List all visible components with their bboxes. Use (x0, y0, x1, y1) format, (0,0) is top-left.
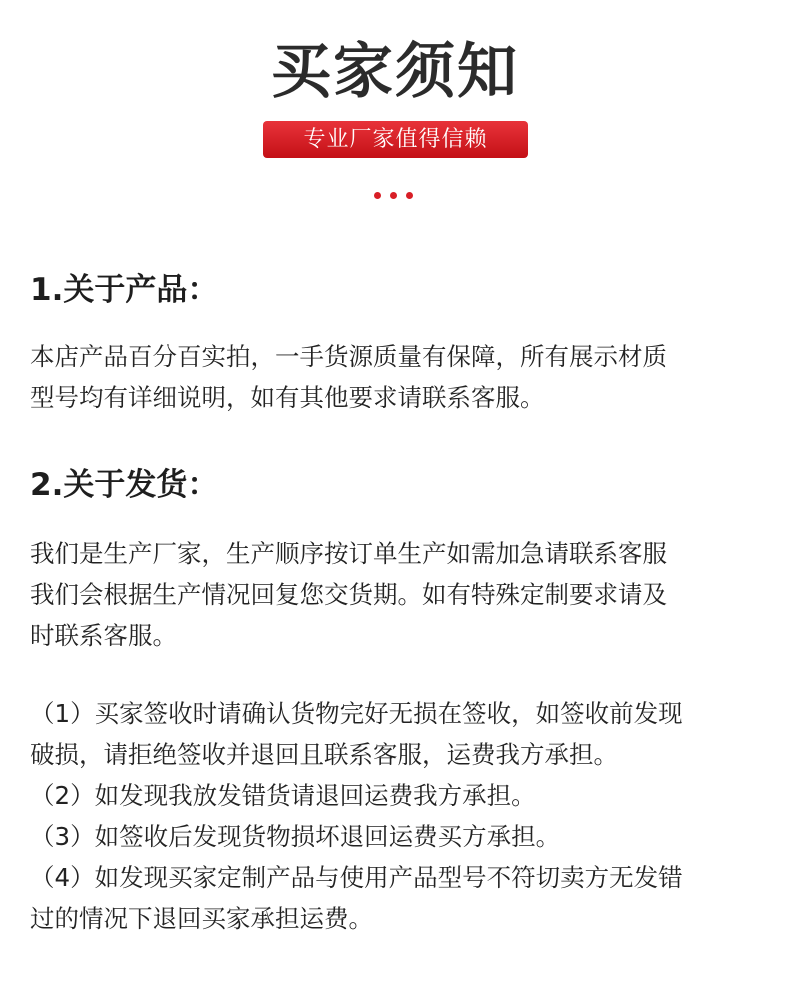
text-line: 时联系客服。 (30, 621, 177, 650)
notes-list (30, 693, 765, 939)
note-line: （3）如签收后发现货物损坏退回运费买方承担。 (30, 822, 561, 851)
section-body-product (30, 336, 765, 418)
note-line: （4）如发现买家定制产品与使用产品型号不符切卖方无发错 (30, 863, 683, 892)
dot-icon (406, 192, 413, 199)
note-line: 过的情况下退回买家承担运费。 (30, 904, 373, 933)
note-line: 破损，请拒绝签收并退回且联系客服，运费我方承担。 (30, 740, 618, 769)
text-line: 本店产品百分百实拍，一手货源质量有保障，所有展示材质 (30, 342, 667, 371)
subtitle-banner: 专业厂家值得信赖 (263, 121, 528, 158)
text-line: 我们是生产厂家，生产顺序按订单生产如需加急请联系客服 (30, 539, 667, 568)
decorative-dots (370, 192, 420, 202)
dot-icon (374, 192, 381, 199)
note-line: （1）买家签收时请确认货物完好无损在签收，如签收前发现 (30, 699, 683, 728)
text-line: 型号均有详细说明，如有其他要求请联系客服。 (30, 383, 545, 412)
note-line: （2）如发现我放发错货请退回运费我方承担。 (30, 781, 536, 810)
section-body-shipping (30, 533, 765, 656)
text-line: 我们会根据生产情况回复您交货期。如有特殊定制要求请及 (30, 580, 667, 609)
dot-icon (390, 192, 397, 199)
section-heading-product: 1.关于产品： (30, 272, 219, 308)
page-title: 买家须知 (271, 37, 519, 107)
section-heading-shipping: 2.关于发货： (30, 467, 219, 503)
